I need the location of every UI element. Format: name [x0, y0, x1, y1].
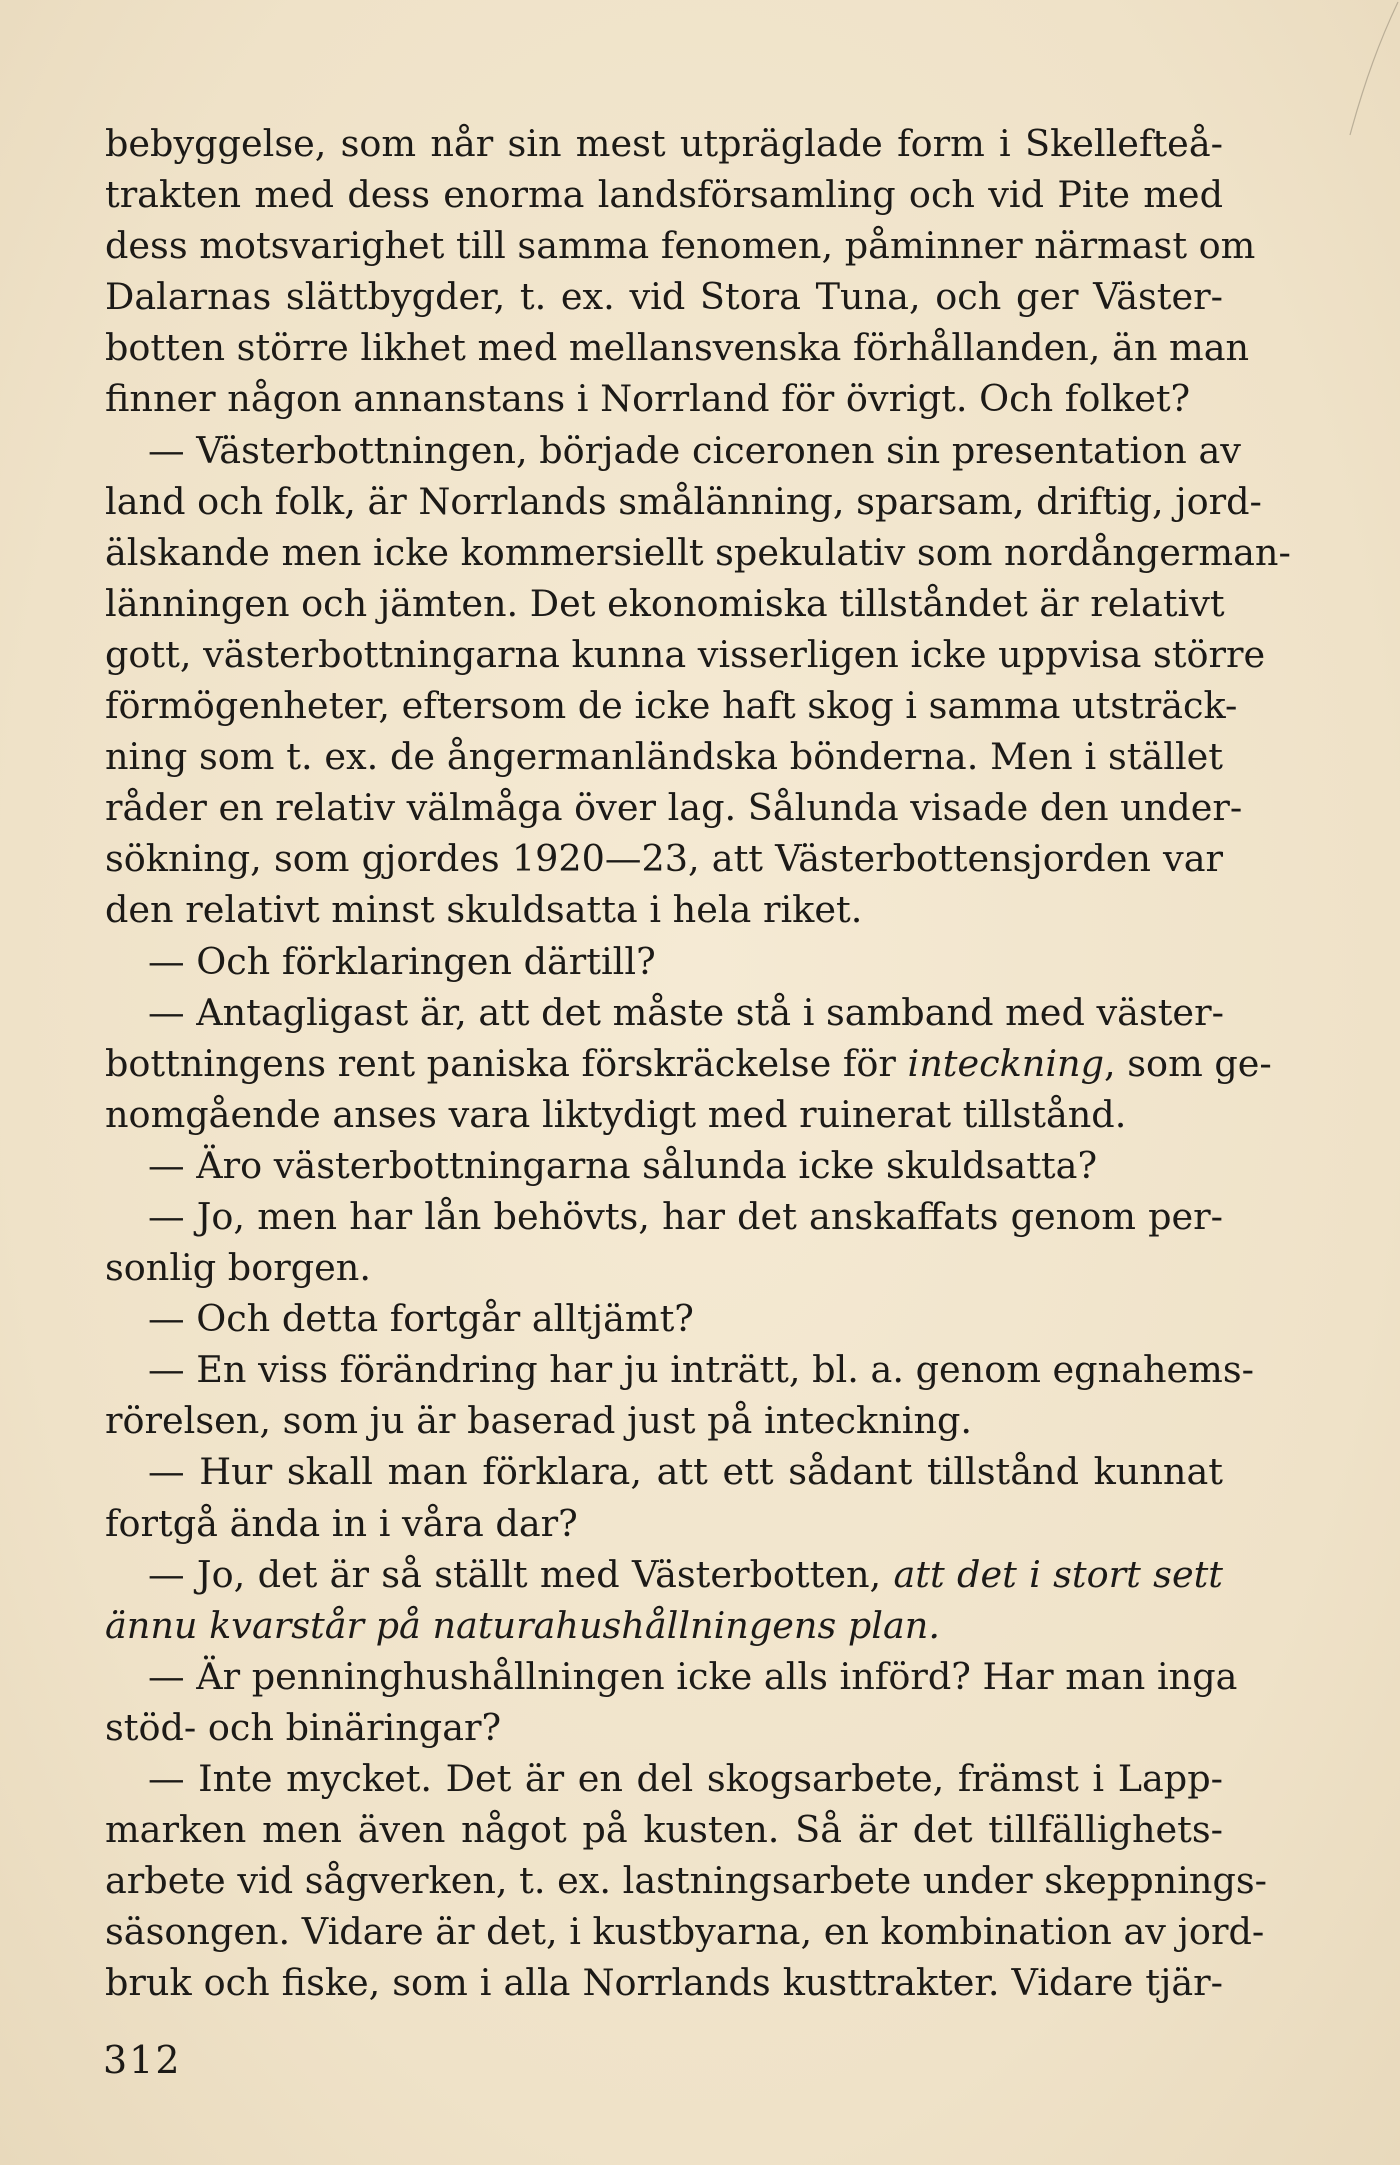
text-line: — Är penninghushållningen icke alls införd? Har man inga: [148, 1654, 1238, 1698]
text-line: — Västerbottningen, började ciceronen sin presentation av: [148, 428, 1241, 472]
italic-span: att det i stort sett: [893, 1552, 1223, 1596]
text-line: land och folk, är Norrlands smålänning, sparsam, driftig, jord-: [105, 479, 1262, 523]
text-line: rörelsen, som ju är baserad just på inteckning.: [105, 1399, 973, 1443]
text-line: bruk och fiske, som i alla Norrlands kusttrakter. Vidare tjär-: [105, 1961, 1223, 2005]
italic-span: inteckning: [907, 1041, 1105, 1085]
text-line: fortgå ända in i våra dar?: [105, 1501, 578, 1545]
text-line: säsongen. Vidare är det, i kustbyarna, en kombination av jord-: [105, 1910, 1265, 1954]
text-line: — Antagligast är, att det måste stå i samband med väster-: [148, 990, 1224, 1034]
text-line: dess motsvarighet till samma fenomen, påminner närmast om: [105, 224, 1256, 268]
text-line: förmögenheter, eftersom de icke haft skog i samma utsträck-: [105, 684, 1238, 728]
text-span: bottningens rent paniska förskräckelse för: [105, 1041, 908, 1085]
text-line: trakten med dess enorma landsförsamling och vid Pite med: [105, 173, 1223, 217]
text-line: Dalarnas slättbygder, t. ex. vid Stora Tuna, och ger Väster-: [105, 275, 1223, 319]
body-text: [105, 118, 1291, 2008]
text-line: botten större likhet med mellansvenska förhållanden, än man: [105, 326, 1250, 370]
text-line: gott, västerbottningarna kunna visserligen icke uppvisa större: [105, 632, 1266, 676]
text-line: — Jo, men har lån behövts, har det anskaffats genom per-: [148, 1194, 1223, 1238]
text-line: [105, 1600, 1223, 1651]
text-line: — En viss förändring har ju inträtt, bl. a. genom egnahems-: [148, 1348, 1254, 1392]
text-line: — Och detta fortgår alltjämt?: [148, 1297, 694, 1341]
text-line: bebyggelse, som når sin mest utpräglade form i Skellefteå-: [105, 122, 1223, 165]
text-line: [105, 1549, 1223, 1600]
text-line: länningen och jämten. Det ekonomiska tillståndet är relativt: [105, 581, 1225, 625]
text-line: arbete vid sågverken, t. ex. lastningsarbete under skeppnings-: [105, 1859, 1267, 1903]
text-span: , som ge-: [1104, 1041, 1272, 1085]
text-line: ning som t. ex. de ångermanländska bönderna. Men i stället: [105, 735, 1223, 779]
text-line: nomgående anses vara liktydigt med ruinerat tillstånd.: [105, 1092, 1127, 1136]
text-span: — Jo, det är så ställt med Västerbotten,: [148, 1552, 894, 1596]
text-line: stöd- och binäringar?: [105, 1705, 502, 1749]
text-line: älskande men icke kommersiellt spekulativ som nordångerman-: [105, 530, 1291, 574]
text-line: — Inte mycket. Det är en del skogsarbete, främst i Lapp-: [148, 1757, 1223, 1800]
text-line: sökning, som gjordes 1920—23, att Västerbottensjorden var: [105, 837, 1223, 881]
page-number: 312: [103, 2038, 182, 2082]
text-line: råder en relativ välmåga över lag. Sålunda visade den under-: [105, 786, 1243, 830]
text-line: — Äro västerbottningarna sålunda icke skuldsatta?: [148, 1143, 1098, 1187]
text-line: [105, 1038, 1272, 1089]
text-line: den relativt minst skuldsatta i hela riket.: [105, 888, 863, 932]
text-line: sonlig borgen.: [105, 1246, 371, 1290]
text-line: finner någon annanstans i Norrland för övrigt. Och folket?: [105, 377, 1191, 421]
text-line: marken men även något på kusten. Så är det tillfällighets-: [105, 1808, 1223, 1852]
text-line: — Och förklaringen därtill?: [148, 939, 656, 983]
page-edge-mark: [1310, 0, 1400, 140]
italic-span: ännu kvarstår på naturahushållningens plan.: [105, 1603, 940, 1647]
text-line: — Hur skall man förklara, att ett sådant tillstånd kunnat: [148, 1450, 1223, 1494]
